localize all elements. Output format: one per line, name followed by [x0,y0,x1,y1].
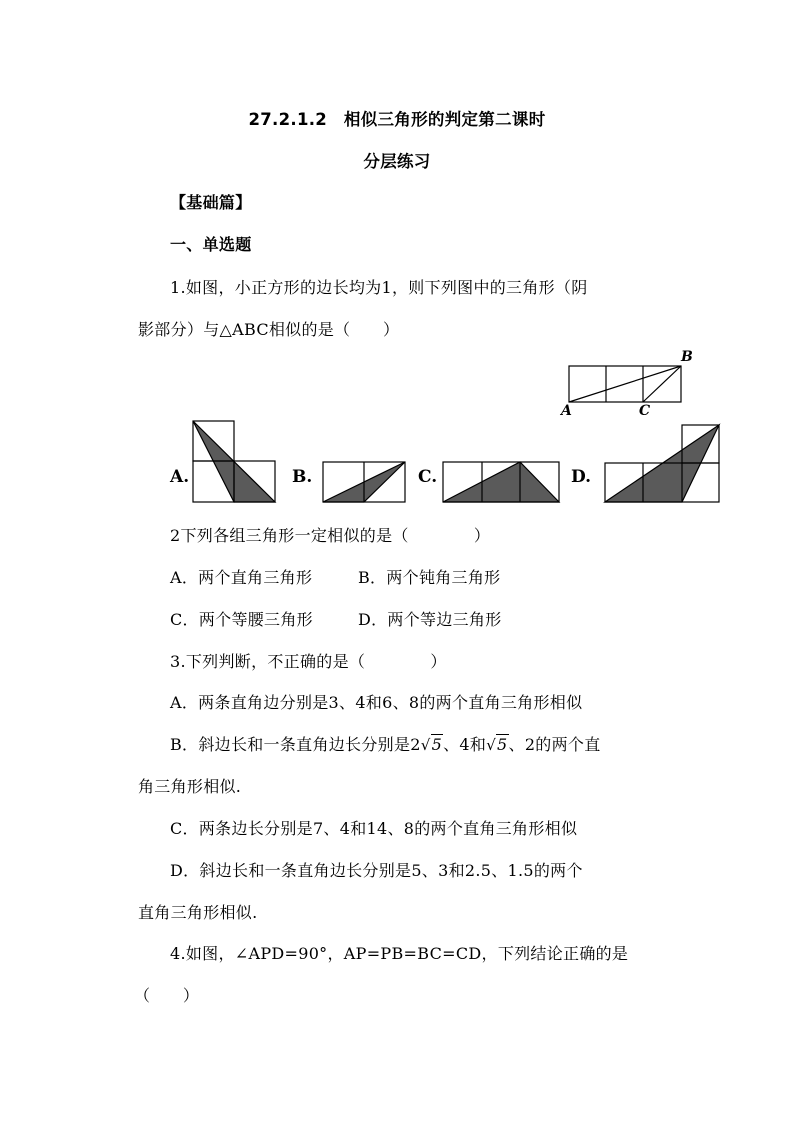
label-b: B [681,349,694,365]
label-a: A [561,403,573,419]
q2-option-d: D．两个等边三角形 [358,610,502,629]
q4-stem-line1: 4.如图，∠APD=90°，AP=PB=BC=CD，下列结论正确的是 [170,944,629,963]
sqrt-coef: 2 [410,735,421,754]
q1-option-b-label: B. [292,467,313,487]
page-subtitle: 分层练习 [363,152,431,171]
q3-option-c: C．两条边长分别是7、4和14、8的两个直角三角形相似 [170,819,578,838]
q2-stem: 2下列各组三角形一定相似的是（ ） [170,526,491,545]
sqrt-expr-1 [410,735,443,754]
sqrt-radicand-1: 5 [431,735,443,754]
sqrt-expr-2 [486,735,508,754]
q1-stem-line2: 影部分）与△ABC相似的是（ ） [138,320,400,339]
section-heading: 【基础篇】 [170,193,252,212]
sqrt-sign-icon: √ [486,736,497,754]
q2-option-c: C．两个等腰三角形 [170,610,313,629]
q3-option-d-line2: 直角三角形相似. [138,903,258,922]
sqrt-sign-icon: √ [420,736,431,754]
q2-option-a: A．两个直角三角形 [170,568,313,587]
label-c: C [639,403,651,419]
q1-option-d-label: D. [571,467,592,487]
q1-stem-line1: 1.如图，小正方形的边长均为1，则下列图中的三角形（阴 [170,278,588,297]
q2-option-b: B．两个钝角三角形 [358,568,501,587]
q3-option-a: A．两条直角边分别是3、4和6、8的两个直角三角形相似 [170,693,583,712]
q3-stem: 3.下列判断，不正确的是（ ） [170,652,447,671]
q3-option-d-line1: D．斜边长和一条直角边长分别是5、3和2.5、1.5的两个 [170,861,583,880]
q1-option-c-label: C. [418,467,438,487]
q3-option-b-pre: B．斜边长和一条直角边长分别是 [170,735,411,754]
sqrt-radicand-2: 5 [497,735,508,754]
q3-option-b-line1 [170,732,601,755]
q1-option-a-label: A. [170,467,190,487]
page-title: 27.2.1.2 相似三角形的判定第二课时 [248,110,546,129]
q4-stem-line2: （ ） [134,986,200,1005]
part-heading: 一、单选题 [170,235,252,254]
q3-option-b-mid: 、4和 [443,735,487,754]
q3-option-b-line2: 角三角形相似. [138,777,242,796]
q3-option-b-post: 、2的两个直 [508,735,601,754]
